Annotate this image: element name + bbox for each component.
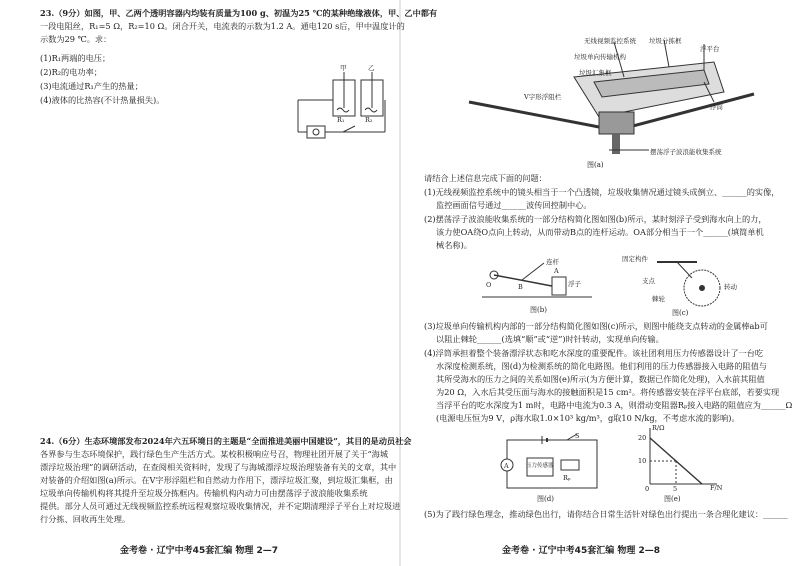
q4-line-4: 为20 Ω，入水后其受压面与海水的接触面积是15 cm²。将传感器安装在浮平台底部，若要实现 xyxy=(436,387,780,397)
figure-b xyxy=(482,255,602,303)
label-switch: S xyxy=(575,432,580,440)
q23-circuit-figure xyxy=(293,64,393,142)
label-buoy: 浮筒 xyxy=(710,103,723,111)
q23-line-4: (1)R₁两端的电压； xyxy=(40,53,111,63)
label-y10: 10 xyxy=(638,457,647,465)
figure-c xyxy=(622,252,742,308)
q24-line-7: 行分拣、回收再生处理。 xyxy=(40,514,131,524)
figure-b-caption: 图(b) xyxy=(530,306,547,314)
right-page xyxy=(402,0,800,566)
figure-c-caption: 图(c) xyxy=(672,309,689,317)
q24-line-6: 提供。部分人员可通过无线视频监控系统远程观察垃圾收集情况，并不定期清理浮子平台上对垃圾进 xyxy=(40,501,401,511)
label-wireless: 无线视频监控系统 xyxy=(584,37,636,45)
q23-line-7: (4)液体的比热容(不计热量损失)。 xyxy=(40,95,165,105)
q23-line-1: 23.（9分）如图，甲、乙两个透明容器内均装有质量为100 g、初温为25 ℃的某种绝缘液体，甲、乙中都有 xyxy=(40,8,438,18)
label-o: O xyxy=(486,281,492,289)
q23-line-3: 示数为29 ℃。求： xyxy=(40,34,112,44)
figure-a xyxy=(464,22,764,172)
label-x5: 5 xyxy=(673,485,678,493)
q24-line-1: 24.（6分）生态环境部发布2024年六五环境日的主题是“全面推进美丽中国建设”，其目的是动员社会 xyxy=(40,436,412,446)
label-sensor: 压力传感器 xyxy=(526,463,554,469)
label-r-axis: R/Ω xyxy=(652,424,665,432)
label-jia: 甲 xyxy=(340,64,347,72)
q2-line-2: 该力使OA绕O点向上转动，从而带动B点的连杆运动。OA部分相当于一个______(填简单机 xyxy=(436,227,764,237)
label-wave-system: 摆荡浮子波浪能收集系统 xyxy=(650,148,722,156)
label-b: B xyxy=(518,283,523,291)
q23-line-6: (3)电流通过R₁产生的热量； xyxy=(40,81,143,91)
q5-line: (5)为了践行绿色理念，推动绿色出行，请你结合日常生活针对绿色出行提出一条合理化建议：______ xyxy=(424,509,788,519)
label-v-barrier: V字形浮阻栏 xyxy=(524,93,562,101)
label-ammeter: A xyxy=(504,462,509,470)
q4-line-2: 水深度检测系统，图(d)为检测系统的简化电路图。他们利用的压力传感器接入电路的阻值与 xyxy=(436,361,767,371)
label-y20: 20 xyxy=(638,434,647,442)
label-lianggan: 连杆 xyxy=(546,258,559,266)
label-rp: Rₚ xyxy=(563,474,571,482)
label-r2: R₂ xyxy=(365,116,373,124)
label-fulcrum: 支点 xyxy=(642,277,655,285)
label-a: A xyxy=(554,267,559,275)
q4-line-6: (电源电压恒为9 V，ρ海水取1.0×10³ kg/m³，g取10 N/kg，不考虑水流的影响)。 xyxy=(436,413,740,423)
q23-line-5: (2)R₂的电功率； xyxy=(40,67,102,77)
label-f-axis: F/N xyxy=(710,484,723,492)
label-yi: 乙 xyxy=(368,64,375,72)
figure-e xyxy=(632,424,722,494)
figure-d xyxy=(497,430,607,492)
label-conveyor: 垃圾单向传输机构 xyxy=(574,53,626,61)
q1-line-2: 监控画面信号通过______波传回控制中心。 xyxy=(436,200,592,210)
figure-a-caption: 图(a) xyxy=(587,161,604,169)
page-gutter xyxy=(399,0,401,566)
q2-line-1: (2)摆荡浮子波浪能收集系统的一部分结构简化图如图(b)所示，某时刻浮子受到海水向上的力， xyxy=(424,214,767,224)
q23-line-2: 一段电阻丝，R₁=5 Ω，R₂=10 Ω。闭合开关，电流表的示数为1.2 A。通电120 s后，甲中温度计的 xyxy=(40,21,405,31)
q1-line-1: (1)无线视频监控系统中的镜头相当于一个凸透镜，垃圾收集情况通过镜头成倒立、______的实像， xyxy=(424,187,780,197)
label-sort-box: 垃圾分拣框 xyxy=(649,37,682,45)
q24-line-2: 各界参与生态环境保护，践行绿色生产生活方式。某校积极响应号召，物理社团开展了关于“海城 xyxy=(40,449,389,459)
label-rotate: 转动 xyxy=(724,283,737,291)
q24-line-4: 对装备的介绍如图(a)所示。在V字形浮阻栏和自然动力作用下，漂浮垃圾汇聚，到垃圾汇集框，由 xyxy=(40,475,393,485)
label-x0: 0 xyxy=(645,485,650,493)
label-ratchet: 棘轮 xyxy=(652,295,665,303)
q24-line-3: 漂浮垃圾治理”的调研活动，在查阅相关资料时，发现了与海城漂浮垃圾治理装备有关的文章，其中 xyxy=(40,462,397,472)
q3-line-1: (3)垃圾单向传输机构内部的一部分结构简化图如图(c)所示，则图中能绕支点转动的金属棒ab可 xyxy=(424,321,768,331)
right-footer: 金考卷 · 辽宁中考45套汇编 物理 2—8 xyxy=(502,546,661,556)
q4-line-5: 当浮平台的吃水深度为1 m时，电路中电流为0.3 A，则滑动变阻器Rₚ接入电路的阻值应为______Ω xyxy=(436,400,793,410)
q24-line-5: 垃圾单向传输机构将其提升至垃圾分拣框内。传输机构内动力可由摆荡浮子波浪能收集系统 xyxy=(40,488,368,498)
label-r1: R₁ xyxy=(337,116,345,124)
left-footer: 金考卷 · 辽宁中考45套汇编 物理 2—7 xyxy=(120,546,279,556)
q4-line-3: 其所受海水的压力之间的关系如图(e)所示(为方便计算，数据已作简化处理)，入水前其阻值 xyxy=(436,374,765,384)
q3-line-2: 以阻止棘轮______(选填“顺”或“逆”)时针转动，实现单向传输。 xyxy=(436,334,664,344)
label-fuzi: 浮子 xyxy=(568,280,581,288)
figure-e-caption: 图(e) xyxy=(664,495,681,503)
q2-line-3: 械名称)。 xyxy=(436,240,472,250)
q4-line-1: (4)浮筒承担着整个装备漂浮状态和吃水深度的重要配件。该社团利用压力传感器设计了一台吃 xyxy=(424,348,764,358)
label-collect-box: 垃圾汇集框 xyxy=(579,69,612,77)
intro-text: 请结合上述信息完成下面的问题： xyxy=(424,173,547,183)
label-float-platform: 浮平台 xyxy=(700,45,720,53)
figure-d-caption: 图(d) xyxy=(537,495,554,503)
label-fixed-part: 固定构件 xyxy=(622,255,648,263)
